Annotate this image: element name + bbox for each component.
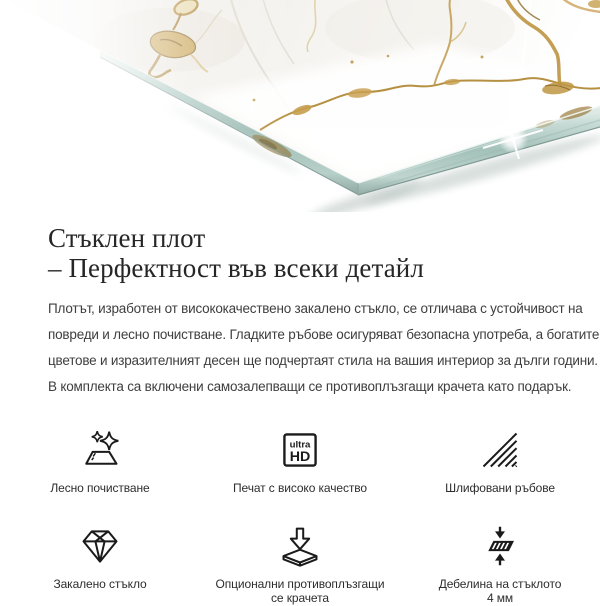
feature-label: Закалено стъкло bbox=[53, 576, 147, 591]
polished-edges-icon bbox=[478, 426, 522, 472]
left-white-fade bbox=[0, 0, 300, 212]
feature-tempered-glass bbox=[5, 522, 195, 606]
feature-label: Печат с високо качество bbox=[233, 481, 367, 495]
description-line: В комплекта са включени самозалепващи се противоплъзгащи крачета като подарък. bbox=[48, 379, 572, 394]
tempered-glass-icon bbox=[78, 522, 122, 568]
svg-text:HD: HD bbox=[289, 449, 311, 465]
title-line-2: – Перфектност във всеки детайл bbox=[48, 253, 424, 283]
feature-print-quality bbox=[205, 426, 395, 496]
product-text-section bbox=[0, 223, 600, 400]
svg-text:ultra: ultra bbox=[289, 439, 311, 451]
description-line: цветове и изразителният десен ще подчертаят стила на вашия интериор за дълги години. bbox=[48, 353, 598, 368]
product-photo bbox=[0, 0, 600, 212]
description-line: Плотът, изработен от висококачествено закалено стъкло, се отличава с устойчивост на bbox=[48, 301, 583, 316]
feature-glass-thickness bbox=[405, 522, 595, 606]
feature-label: Дебелина на стъклото 4 мм bbox=[438, 576, 562, 605]
description-line: повреди и лесно почистване. Гладките ръбове осигуряват безопасна употреба, а богатите bbox=[48, 327, 600, 342]
feature-polished-edges bbox=[405, 426, 595, 496]
feature-label: Лесно почистване bbox=[50, 481, 150, 495]
product-description bbox=[48, 296, 600, 400]
feature-label: Шлифовани ръбове bbox=[445, 481, 555, 495]
glass-tabletop-image bbox=[0, 0, 600, 212]
glass-thickness-icon bbox=[478, 522, 522, 568]
easy-clean-icon bbox=[78, 426, 122, 472]
page-title bbox=[48, 223, 552, 283]
feature-anti-slip-feet bbox=[205, 522, 395, 606]
feature-easy-cleaning bbox=[5, 426, 195, 496]
ultra-hd-icon bbox=[278, 426, 322, 472]
title-line-1: Стъклен плот bbox=[48, 223, 206, 253]
feature-label: Опционални противоплъзгащи се крачета bbox=[215, 576, 385, 605]
features-grid bbox=[0, 426, 600, 606]
anti-slip-feet-icon bbox=[278, 522, 322, 568]
